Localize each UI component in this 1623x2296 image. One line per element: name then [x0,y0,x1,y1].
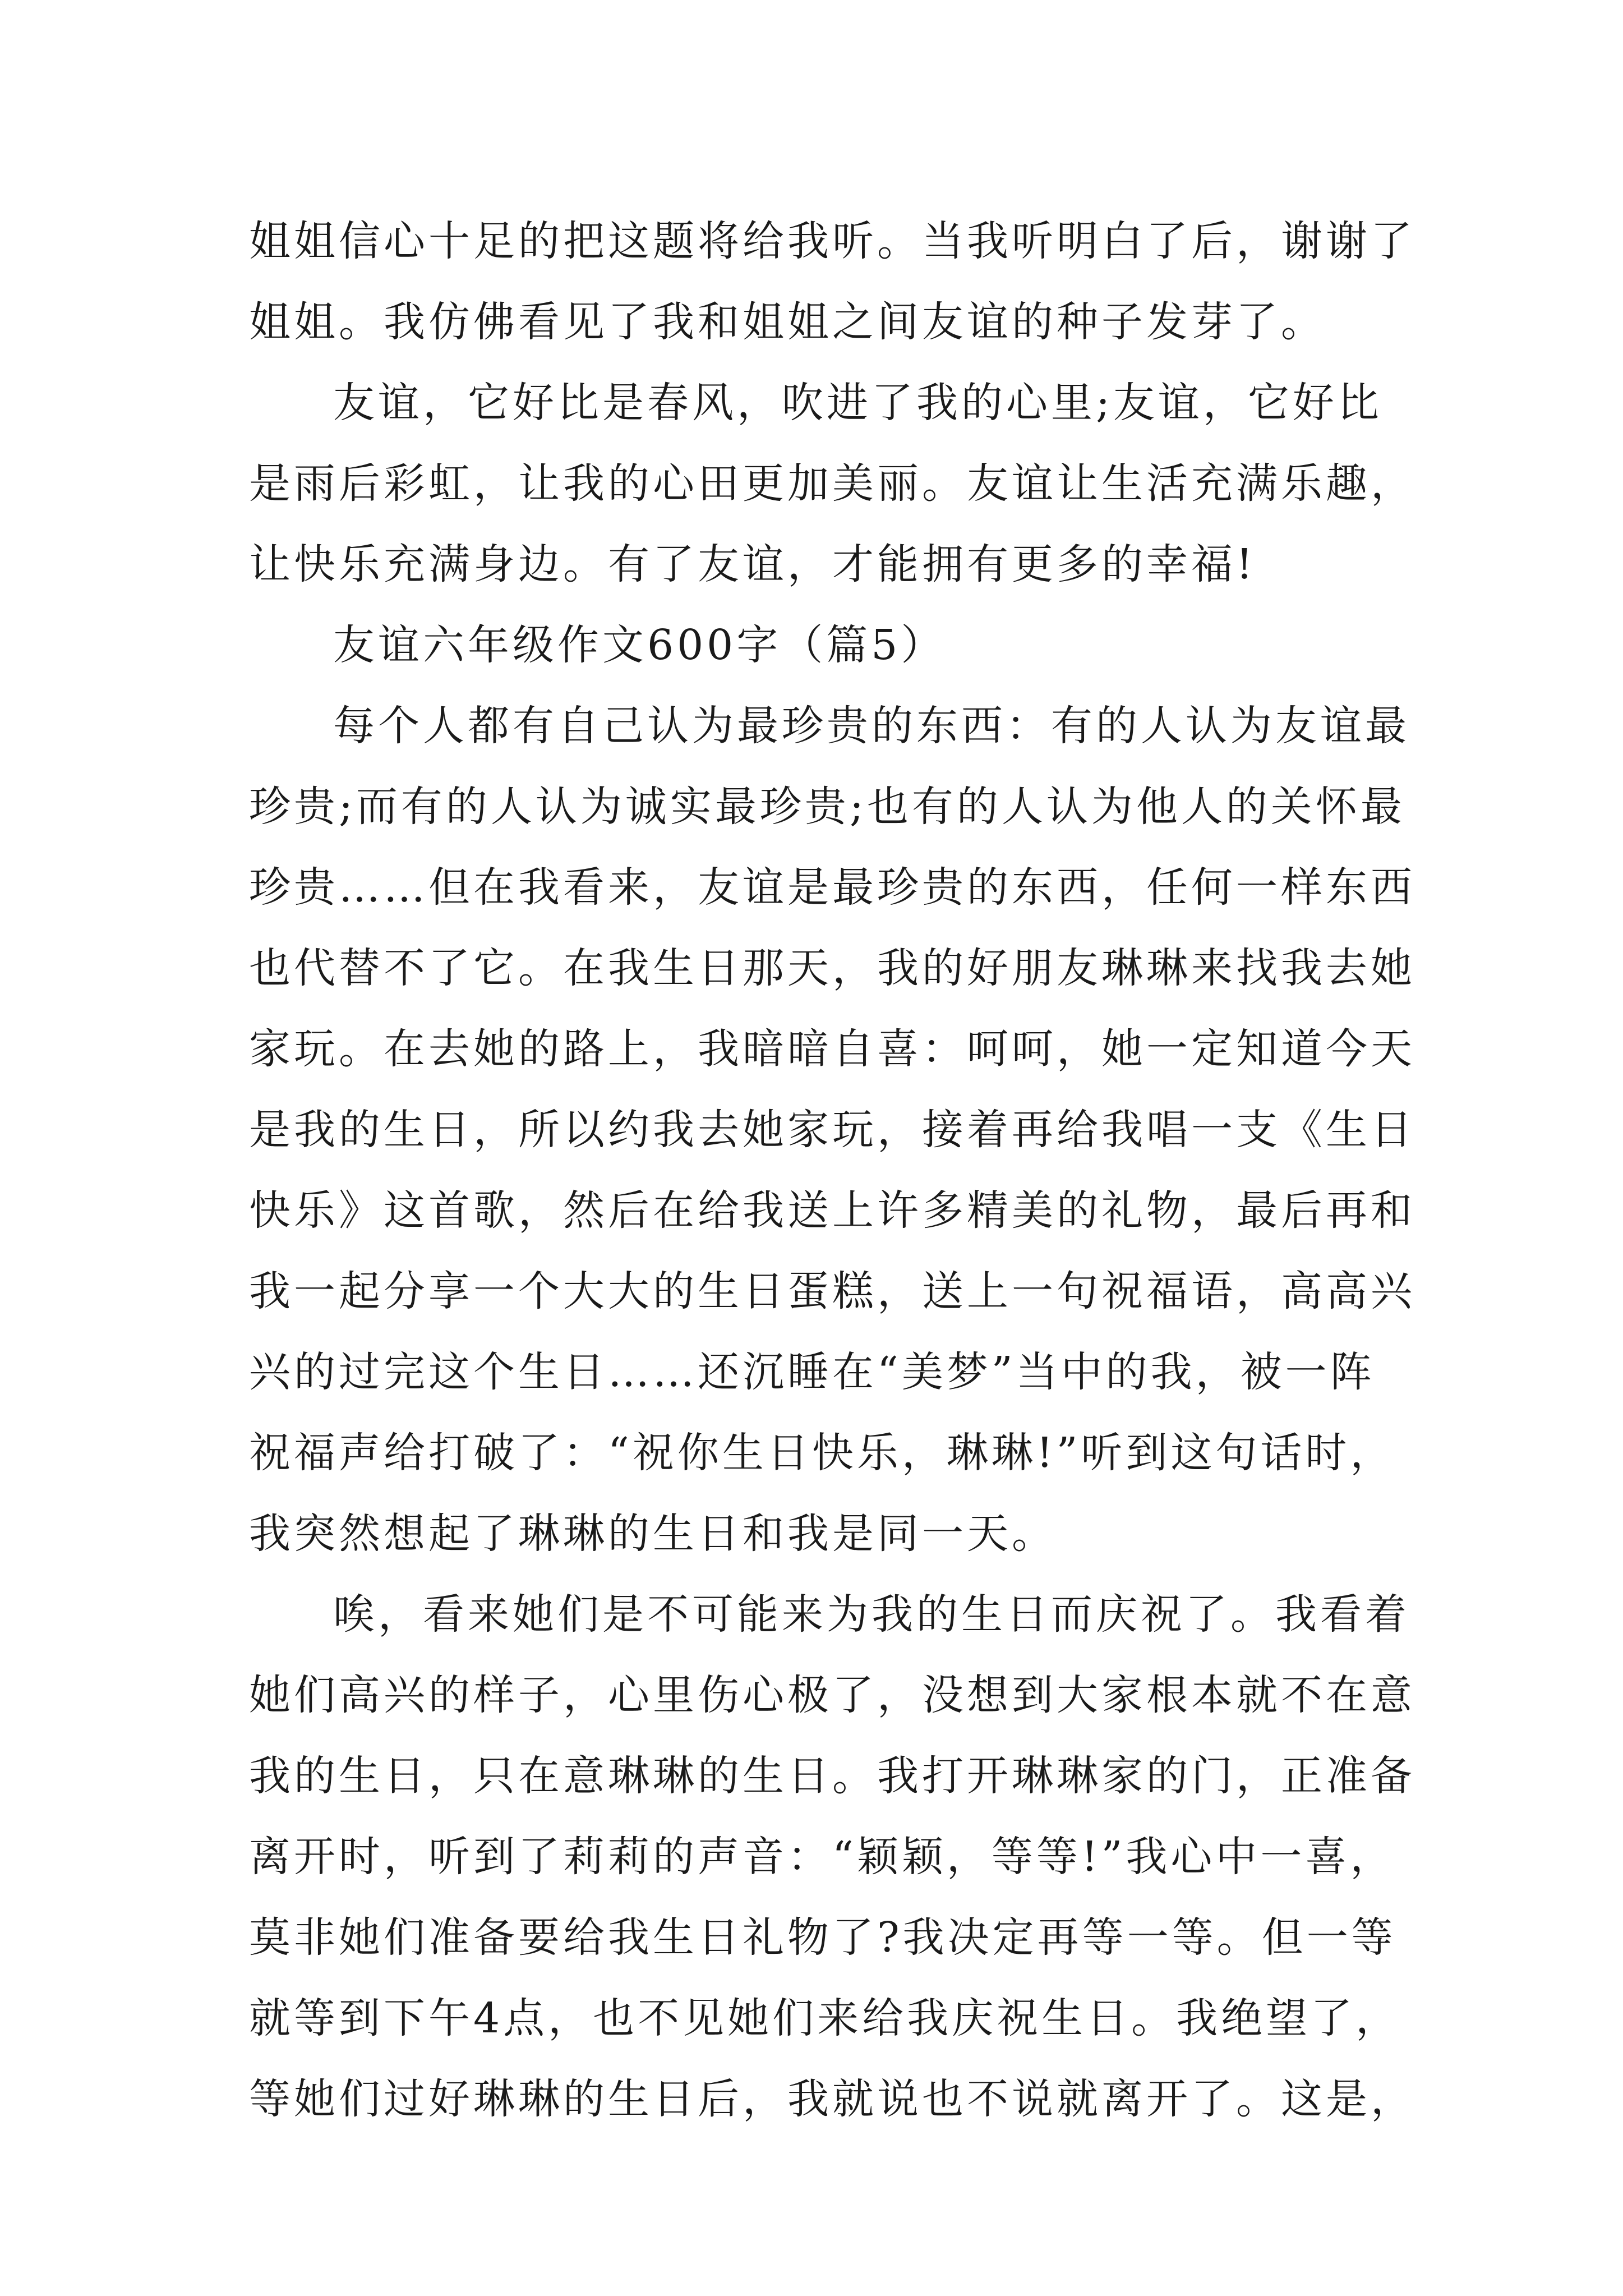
text-line: 姐姐。我仿佛看见了我和姐姐之间友谊的种子发芽了。 [249,298,1326,346]
text-line: 友谊六年级作文600字（篇5） [333,621,946,669]
text-line: 就等到下午4点，也不见她们来给我庆祝生日。我绝望了， [249,1994,1401,2042]
text-line: 离开时，听到了莉莉的声音：“颖颖，等等!”我心中一喜， [249,1833,1395,1881]
text-line: 兴的过完这个生日……还沉睡在“美梦”当中的我，被一阵 [249,1348,1375,1396]
text-line: 祝福声给打破了：“祝你生日快乐，琳琳!”听到这句话时， [249,1429,1395,1477]
text-line: 唉，看来她们是不可能来为我的生日而庆祝了。我看着 [333,1590,1410,1639]
text-line: 等她们过好琳琳的生日后，我就说也不说就离开了。这是， [249,2075,1415,2123]
text-line: 珍贵……但在我看来，友谊是最珍贵的东西，任何一样东西 [249,863,1415,912]
text-line: 是我的生日，所以约我去她家玩，接着再给我唱一支《生日 [249,1106,1415,1154]
text-line: 她们高兴的样子，心里伤心极了，没想到大家根本就不在意 [249,1671,1415,1719]
text-line: 是雨后彩虹，让我的心田更加美丽。友谊让生活充满乐趣， [249,459,1415,508]
text-line: 家玩。在去她的路上，我暗暗自喜：呵呵，她一定知道今天 [249,1025,1415,1073]
text-line: 让快乐充满身边。有了友谊，才能拥有更多的幸福! [249,540,1256,588]
text-line: 我突然想起了琳琳的生日和我是同一天。 [249,1510,1057,1558]
text-line: 莫非她们准备要给我生日礼物了?我决定再等一等。但一等 [249,1913,1396,1962]
text-line: 也代替不了它。在我生日那天，我的好朋友琳琳来找我去她 [249,944,1415,992]
text-line: 友谊，它好比是春风，吹进了我的心里;友谊，它好比 [333,379,1382,427]
document-body [249,201,1415,2139]
text-line: 我的生日，只在意琳琳的生日。我打开琳琳家的门，正准备 [249,1752,1415,1800]
text-line: 姐姐信心十足的把这题将给我听。当我听明白了后，谢谢了 [249,217,1415,265]
text-line: 我一起分享一个大大的生日蛋糕，送上一句祝福语，高高兴 [249,1267,1415,1315]
text-line: 每个人都有自己认为最珍贵的东西：有的人认为友谊最 [333,702,1410,750]
text-line: 快乐》这首歌，然后在给我送上许多精美的礼物，最后再和 [249,1186,1415,1235]
text-line: 珍贵;而有的人认为诚实最珍贵;也有的人认为他人的关怀最 [249,783,1405,831]
